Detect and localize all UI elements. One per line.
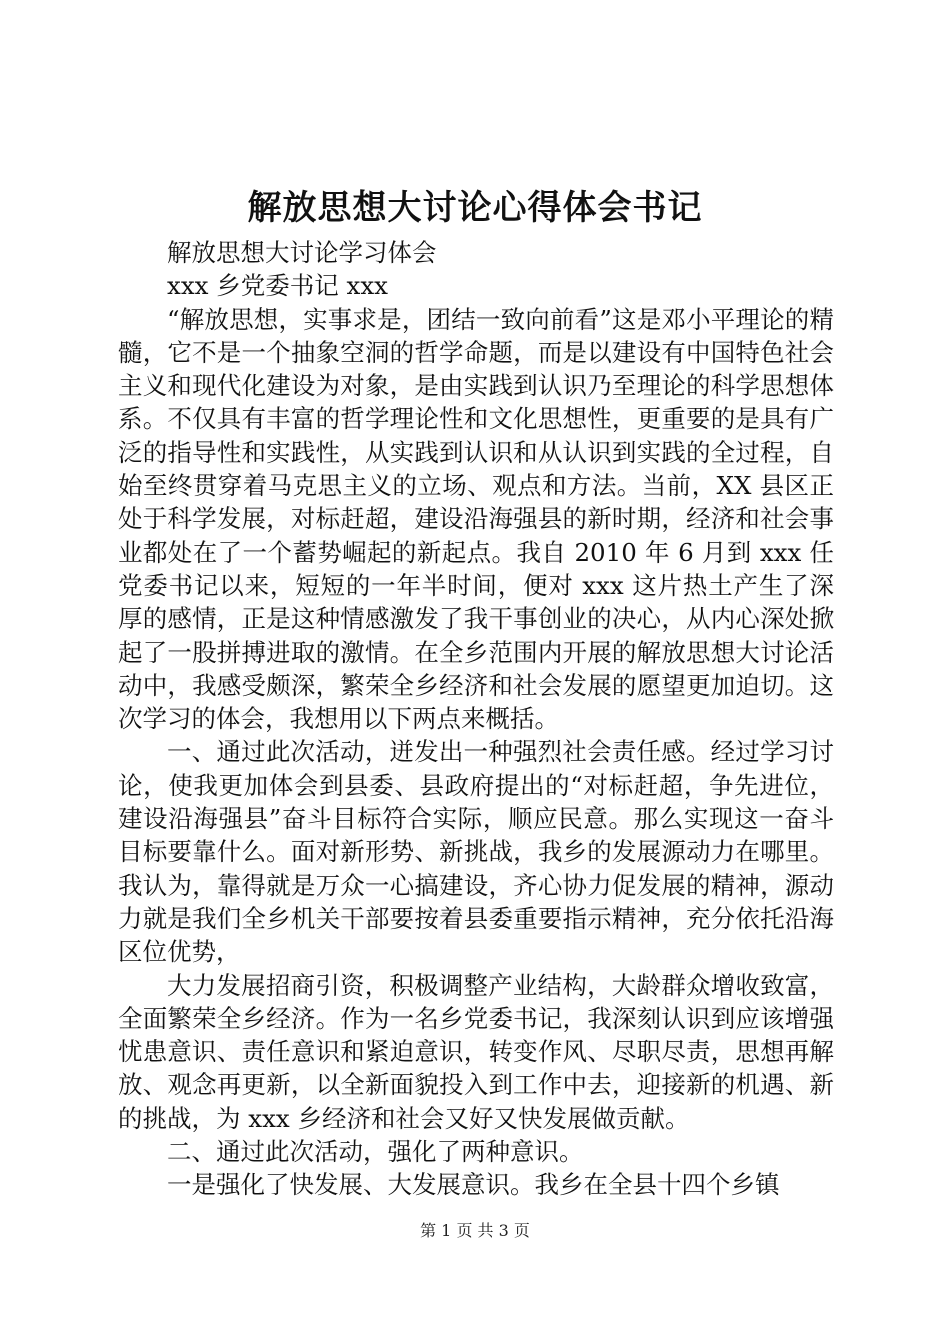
page-footer: 第 1 页 共 3 页 <box>420 1221 530 1240</box>
author-paragraph: xxx 乡党委书记 xxx <box>167 271 388 301</box>
body-paragraph: 一、通过此次活动，迸发出一种强烈社会责任感。经过学习讨论，使我更加体会到县委、县政府提出的“对标赶超，争先进位，建设沿海强县”奋斗目标符合实际，顺应民意。那么实现这一奋斗目标要靠什么。面对新形势、新挑战，我乡的发展源动力在哪里。我认为，靠得就是万众一心搞建设，齐心协力促发展的精神，源动力就是我们全乡机关干部要按着县委重要指示精神，充分依托沿海区位优势， <box>118 737 834 967</box>
body-paragraph: “解放思想，实事求是，团结一致向前看”这是邓小平理论的精髓，它不是一个抽象空洞的哲学命题，而是以建设有中国特色社会主义和现代化建设为对象，是由实践到认识乃至理论的科学思想体系。不仅具有丰富的哲学理论性和文化思想性，更重要的是具有广泛的指导性和实践性，从实践到认识和从认识到实践的全过程，自始至终贯穿着马克思主义的立场、观点和方法。当前，XX 县区正处于科学发展，对标赶超，建设沿海强县的新时期，经济和社会事业都处在了一个蓄势崛起的新起点。我自 2010 年 6 月到 xxx 任党委书记以来，短短的一年半时间，便对 xxx 这片热土产生了深厚的感情，正是这种情感激发了我干事创业的决心，从内心深处掀起了一股拼搏进取的激情。在全乡范围内开展的解放思想大讨论活动中，我感受颇深，繁荣全乡经济和社会发展的愿望更加迫切。这次学习的体会，我想用以下两点来概括。 <box>118 304 834 734</box>
body-paragraph: 大力发展招商引资，积极调整产业结构，大龄群众增收致富，全面繁荣全乡经济。作为一名乡党委书记，我深刻认识到应该增强忧患意识、责任意识和紧迫意识，转变作风、尽职尽责，思想再解放、观念再更新，以全新面貌投入到工作中去，迎接新的机遇、新的挑战，为 xxx 乡经济和社会又好又快发展做贡献。 <box>118 970 834 1133</box>
document-body <box>118 236 834 1202</box>
body-paragraph: 一是强化了快发展、大发展意识。我乡在全县十四个乡镇 <box>167 1170 780 1200</box>
document-title: 解放思想大讨论心得体会书记 <box>247 188 703 228</box>
section-heading-paragraph: 二、通过此次活动，强化了两种意识。 <box>167 1137 584 1167</box>
subtitle-paragraph: 解放思想大讨论学习体会 <box>167 238 437 267</box>
